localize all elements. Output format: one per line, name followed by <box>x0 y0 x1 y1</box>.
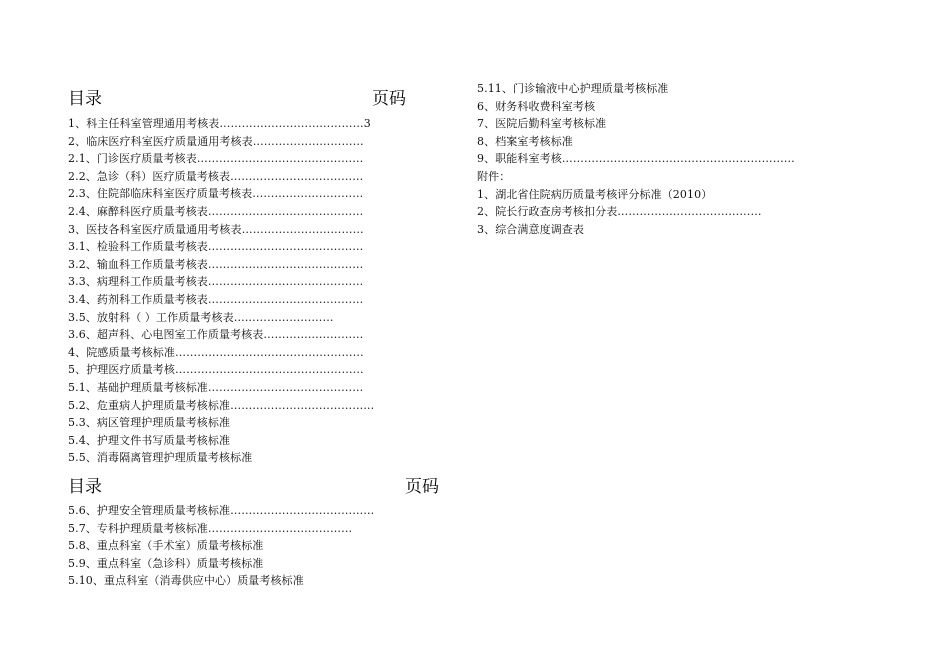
toc-right-item: 6、财务科收费科室考核 <box>477 99 596 113</box>
toc-right-item: 5.11、门诊输液中心护理质量考核标准 <box>477 82 669 95</box>
toc2-item: 5.9、重点科室（急诊科）质量考核标准 <box>68 556 264 570</box>
toc-right-item: 2、院长行政查房考核扣分表………………………………… <box>477 205 762 219</box>
toc-list-2 <box>68 502 374 590</box>
toc-item: 4、院感质量考核标准…………………………………………… <box>68 345 364 359</box>
toc-item: 5、护理医疗质量考核…………………………………………… <box>68 363 364 377</box>
toc2-item: 5.6、护理安全管理质量考核标准………………………………… <box>68 504 375 517</box>
toc-item: 2、临床医疗科室医疗质量通用考核表………………………… <box>68 134 364 148</box>
toc-list <box>68 115 374 467</box>
toc-title-2: 目录 <box>68 477 102 497</box>
toc2-item: 5.7、专科护理质量考核标准………………………………… <box>68 521 353 535</box>
toc-right-item: 附件： <box>477 169 511 183</box>
toc-item: 2.4、麻醉科医疗质量考核表…………………………………… <box>68 204 364 218</box>
page-number-heading: 页码 <box>372 89 406 109</box>
toc-item: 2.2、急诊（科）医疗质量考核表……………………………… <box>68 169 364 183</box>
toc-right-item: 1、湖北省住院病历质量考核评分标准（2010） <box>477 187 713 201</box>
toc-item: 3.6、超声科、心电图室工作质量考核表……………………… <box>68 328 364 342</box>
toc-title: 目录 <box>68 89 102 109</box>
toc-item: 5.3、病区管理护理质量考核标准 <box>68 416 231 430</box>
toc-item: 3.2、输血科工作质量考核表…………………………………… <box>68 257 364 271</box>
toc-item: 2.3、住院部临床科室医疗质量考核表………………………… <box>68 187 364 201</box>
toc-item: 5.1、基础护理质量考核标准…………………………………… <box>68 380 364 394</box>
toc-item: 3.5、放射科（ ）工作质量考核表……………………… <box>68 310 334 324</box>
toc-list-right <box>477 80 795 238</box>
toc-item: 3.1、检验科工作质量考核表…………………………………… <box>68 240 364 254</box>
toc-right-item: 8、档案室考核标准 <box>477 134 573 148</box>
toc2-item: 5.8、重点科室（手术室）质量考核标准 <box>68 539 264 553</box>
toc-right-item: 7、医院后勤科室考核标准 <box>477 117 607 131</box>
toc-item: 3、医技各科室医疗质量通用考核表…………………………… <box>68 222 364 236</box>
toc-item: 2.1、门诊医疗质量考核表……………………………………… <box>68 152 364 166</box>
toc-item: 5.4、护理文件书写质量考核标准 <box>68 433 231 447</box>
toc2-item: 5.10、重点科室（消毒供应中心）质量考核标准 <box>68 574 304 588</box>
toc-item: 3.4、药剂科工作质量考核表…………………………………… <box>68 292 364 306</box>
toc-item: 1、科主任科室管理通用考核表…………………………………3 <box>68 117 371 130</box>
toc-right-item: 3、综合满意度调查表 <box>477 222 584 236</box>
toc-item: 5.5、消毒隔离管理护理质量考核标准 <box>68 451 253 465</box>
toc-item: 5.2、危重病人护理质量考核标准………………………………… <box>68 398 375 412</box>
toc-right-item: 9、职能科室考核……………………………………………………… <box>477 152 795 166</box>
page-number-heading-2: 页码 <box>405 477 439 497</box>
toc-item: 3.3、病理科工作质量考核表…………………………………… <box>68 275 364 289</box>
